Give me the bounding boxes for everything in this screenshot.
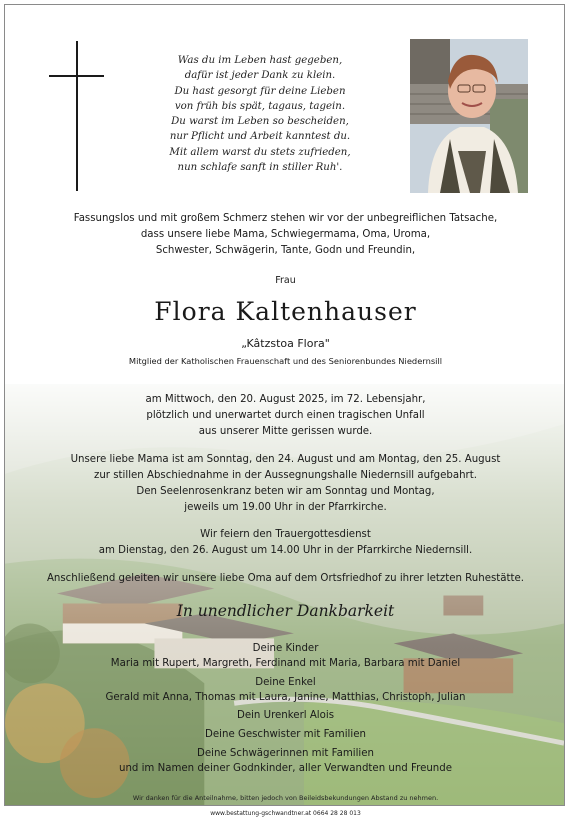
intro-line: Schwester, Schwägerin, Tante, Godn und Freundin, — [155, 245, 416, 256]
title-word: Frau — [275, 275, 296, 286]
enkel-block — [5, 675, 565, 705]
burial-text — [5, 571, 565, 587]
intro-line: dass unsere liebe Mama, Schwiegermama, Oma, Uroma, — [140, 229, 431, 240]
family-list — [5, 641, 565, 671]
kinder-title: Deine Kinder — [252, 643, 319, 654]
viewing-line: zur stillen Abschiednahme in der Aussegnungshalle Niedernsill aufgebahrt. — [94, 470, 477, 481]
viewing-text — [5, 452, 565, 516]
death-line: plötzlich und unerwartet durch einen tragischen Unfall — [146, 410, 425, 421]
death-line: am Mittwoch, den 20. August 2025, im 72. Lebensjahr, — [145, 394, 426, 405]
godnkinder-line: und im Namen deiner Godnkinder, aller Verwandten und Freunde — [118, 763, 453, 774]
urenkel-line: Dein Urenkerl Alois — [236, 710, 334, 721]
membership-text: Mitglied der Katholischen Frauenschaft und des Seniorenbundes Niedernsill — [128, 356, 443, 366]
footer-website-phone[interactable]: www.bestattung-gschwandtner.at 0664 28 28 013 — [210, 810, 361, 817]
service-text — [5, 527, 565, 559]
poem-line: nun schlafe sanft in stiller Ruh'. — [177, 162, 343, 174]
service-line: am Dienstag, den 26. August um 14.00 Uhr in der Pfarrkirche Niedernsill. — [98, 545, 473, 556]
intro-line: Fassungslos und mit großem Schmerz stehen wir vor der unbegreiflichen Tatsache, — [73, 213, 498, 224]
poem-line: dafür ist jeder Dank zu klein. — [184, 70, 336, 82]
death-text — [5, 392, 565, 440]
service-line: Wir feiern den Trauergottesdienst — [200, 529, 371, 540]
viewing-line: Den Seelenrosenkranz beten wir am Sonntag und Montag, — [136, 486, 435, 497]
poem-line: Was du im Leben hast gegeben, — [177, 55, 343, 66]
death-line: aus unserer Mitte gerissen wurde. — [198, 426, 373, 437]
portrait-photo — [410, 39, 528, 193]
geschwister-line: Deine Geschwister mit Familien — [205, 729, 366, 740]
gratitude-heading: In unendlicher Dankbarkeit — [176, 602, 395, 620]
deceased-nickname: „Kâtzstoa Flora" — [241, 337, 330, 350]
poem-line: Du warst im Leben so bescheiden, — [171, 116, 349, 128]
viewing-line: jeweils um 19.00 Uhr in der Pfarrkirche. — [184, 502, 387, 513]
cross-icon-bar — [49, 75, 104, 77]
poem-line: Du hast gesorgt für deine Lieben — [174, 85, 346, 97]
schwaegerinnen-line: Deine Schwägerinnen mit Familien — [197, 748, 374, 759]
poem-line: nur Pflicht und Arbeit kanntest du. — [169, 131, 351, 143]
memorial-poem — [155, 53, 365, 175]
enkel-title: Deine Enkel — [255, 677, 316, 688]
intro-text — [5, 211, 565, 259]
obituary-page — [4, 4, 565, 806]
burial-line: Anschließend geleiten wir unsere liebe Oma auf dem Ortsfriedhof zu ihrer letzten Ruhestätte. — [46, 573, 525, 584]
viewing-line: Unsere liebe Mama ist am Sonntag, den 24. August und am Montag, den 25. August — [70, 454, 501, 465]
deceased-name: Flora Kaltenhauser — [154, 297, 417, 326]
footer-note: Wir danken für die Anteilnahme, bitten jedoch von Beileidsbekundungen Abstand zu nehmen. — [132, 794, 439, 802]
cross-icon — [76, 41, 78, 191]
portrait-image — [410, 39, 528, 193]
poem-line: Mit allem warst du stets zufrieden, — [169, 146, 351, 158]
kinder-names: Maria mit Rupert, Margreth, Ferdinand mit Maria, Barbara mit Daniel — [110, 658, 461, 669]
poem-line: von früh bis spät, tagaus, tagein. — [174, 100, 346, 112]
enkel-names: Gerald mit Anna, Thomas mit Laura, Janine, Matthias, Christoph, Julian — [105, 692, 466, 703]
